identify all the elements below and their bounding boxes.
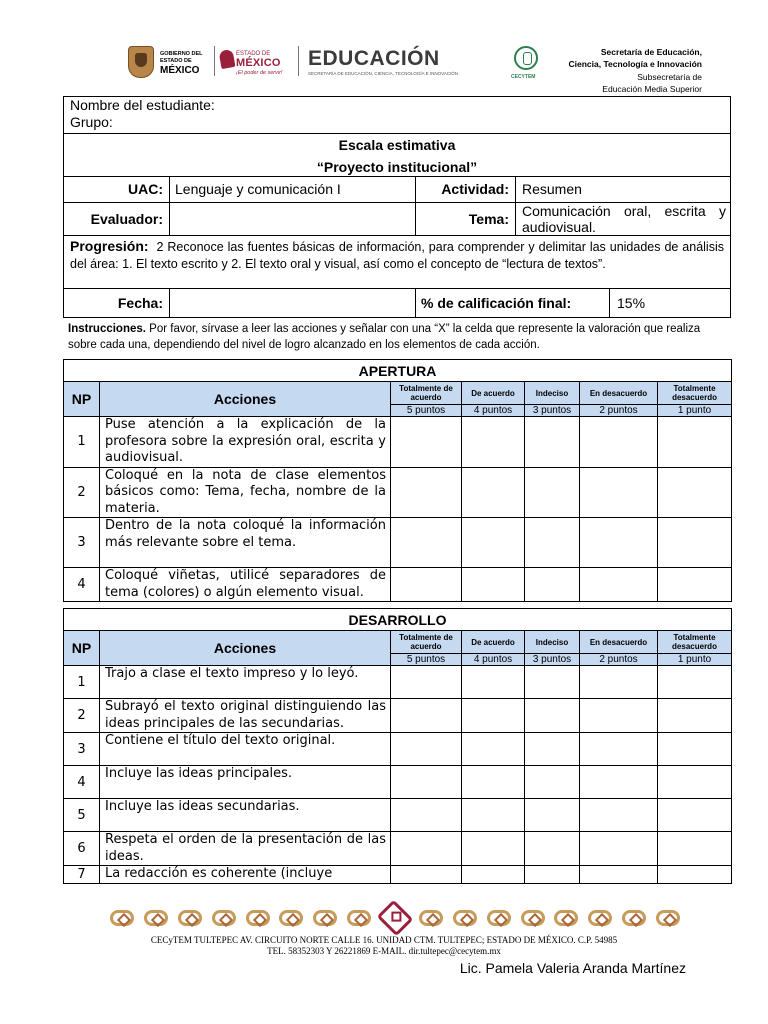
ornament-icon xyxy=(246,910,270,926)
student-block xyxy=(63,96,731,134)
evaluador-value[interactable] xyxy=(170,203,416,235)
rating-cell[interactable] xyxy=(658,568,732,602)
scale-header: En desacuerdo xyxy=(580,631,658,654)
row-number: 3 xyxy=(64,733,100,766)
table-row xyxy=(64,467,732,518)
rating-cell[interactable] xyxy=(580,766,658,799)
ornament-icon xyxy=(212,910,236,926)
footer-address-block xyxy=(0,935,768,957)
row-action: Contiene el título del texto original. xyxy=(100,733,391,766)
row-action: Respeta el orden de la presentación de las ideas. xyxy=(100,832,391,866)
rating-cell[interactable] xyxy=(525,832,580,866)
edomex-logo-text xyxy=(236,50,282,77)
document-header xyxy=(0,38,768,96)
rating-cell[interactable] xyxy=(462,467,525,518)
row-number: 1 xyxy=(64,666,100,699)
rating-cell[interactable] xyxy=(462,417,525,468)
fecha-label: Fecha: xyxy=(64,289,170,317)
rating-cell[interactable] xyxy=(462,666,525,699)
footer-address: CECyTEM TULTEPEC AV. CIRCUITO NORTE CALLE 16. UNIDAD CTM. TULTEPEC; ESTADO DE MÉXICO. C.P. 54985 xyxy=(150,935,618,945)
fecha-row xyxy=(63,288,731,318)
actividad-label: Actividad: xyxy=(416,177,516,202)
scale-title-block xyxy=(63,133,731,177)
table-row xyxy=(64,799,732,832)
ornament-icon xyxy=(419,910,443,926)
np-header: NP xyxy=(64,382,100,417)
ornament-icon xyxy=(622,910,646,926)
footer-contact: TEL. 58352303 Y 26221869 E-MAIL. dir.tultepec@cecytem.mx xyxy=(267,946,501,956)
rating-cell[interactable] xyxy=(462,832,525,866)
rating-cell[interactable] xyxy=(525,568,580,602)
rating-cell[interactable] xyxy=(391,832,462,866)
rating-cell[interactable] xyxy=(525,666,580,699)
rating-cell[interactable] xyxy=(525,799,580,832)
rating-cell[interactable] xyxy=(580,799,658,832)
rating-cell[interactable] xyxy=(525,518,580,568)
scale-points: 2 puntos xyxy=(580,654,658,666)
progresion-label: Progresión: xyxy=(70,238,149,254)
rating-cell[interactable] xyxy=(580,866,658,884)
ornament-icon xyxy=(656,910,680,926)
gob-line-1: GOBIERNO DEL xyxy=(160,51,203,57)
row-number: 4 xyxy=(64,568,100,602)
row-action: Coloqué viñetas, utilicé separadores de tema (colores) o algún elemento visual. xyxy=(100,568,391,602)
evaluador-row xyxy=(63,202,731,236)
row-number: 5 xyxy=(64,799,100,832)
table-row xyxy=(64,766,732,799)
calificacion-label: % de calificación final: xyxy=(416,289,610,317)
rating-cell[interactable] xyxy=(462,866,525,884)
cecytem-name: CECYTEM xyxy=(511,74,536,80)
rating-cell[interactable] xyxy=(580,666,658,699)
rating-cell[interactable] xyxy=(391,733,462,766)
rating-cell[interactable] xyxy=(580,832,658,866)
progresion-text: 2 Reconoce las fuentes básicas de información, para comprender y delimitar las unidades de análisis del área: 1. El texto escrito y 2. El texto oral y visual, así como el concepto de “lectura de textos”. xyxy=(70,240,724,271)
rating-cell[interactable] xyxy=(391,699,462,733)
rating-cell[interactable] xyxy=(391,766,462,799)
header-divider xyxy=(214,46,215,76)
header-divider xyxy=(298,46,299,76)
rating-cell[interactable] xyxy=(391,417,462,468)
apertura-table xyxy=(63,359,732,602)
scale-points: 5 puntos xyxy=(391,405,462,417)
evaluador-label: Evaluador: xyxy=(64,203,170,235)
desarrollo-table xyxy=(63,608,732,884)
rating-cell[interactable] xyxy=(525,467,580,518)
edomex-heart-icon xyxy=(219,49,236,69)
sec-line-3: Subsecretaría de xyxy=(637,71,702,82)
rating-cell[interactable] xyxy=(462,568,525,602)
table-row xyxy=(64,417,732,468)
ornament-center-icon xyxy=(377,900,414,937)
table-row xyxy=(64,733,732,766)
ornament-icon xyxy=(521,910,545,926)
signature-name: Lic. Pamela Valeria Aranda Martínez xyxy=(459,960,686,976)
row-number: 2 xyxy=(64,467,100,518)
row-action: Puse atención a la explicación de la profesora sobre la expresión oral, escrita y audiovisual. xyxy=(100,417,391,468)
rating-cell[interactable] xyxy=(525,766,580,799)
scale-points: 1 punto xyxy=(658,654,732,666)
rating-cell[interactable] xyxy=(525,866,580,884)
rating-cell[interactable] xyxy=(391,568,462,602)
sec-line-4: Educación Media Superior xyxy=(602,83,702,94)
rating-cell[interactable] xyxy=(391,518,462,568)
rating-cell[interactable] xyxy=(580,467,658,518)
scale-points: 3 puntos xyxy=(525,405,580,417)
scale-header: Totalmente de acuerdo xyxy=(391,382,462,405)
secretaria-text xyxy=(568,46,702,95)
ornament-icon xyxy=(110,910,134,926)
scale-header: Totalmente desacuerdo xyxy=(658,631,732,654)
np-header: NP xyxy=(64,631,100,666)
scale-header: Indeciso xyxy=(525,382,580,405)
scale-header: De acuerdo xyxy=(462,382,525,405)
footer-ornament xyxy=(110,906,680,930)
scale-title: Escala estimativa xyxy=(338,137,456,153)
rating-cell[interactable] xyxy=(525,417,580,468)
rating-cell[interactable] xyxy=(525,733,580,766)
acciones-header: Acciones xyxy=(100,631,391,666)
rating-cell[interactable] xyxy=(580,699,658,733)
rating-cell[interactable] xyxy=(658,467,732,518)
sec-line-2: Ciencia, Tecnología e Innovación xyxy=(568,59,702,70)
rating-cell[interactable] xyxy=(462,733,525,766)
ornament-icon xyxy=(554,910,578,926)
scale-points: 3 puntos xyxy=(525,654,580,666)
ornament-icon xyxy=(178,910,202,926)
ornament-icon xyxy=(144,910,168,926)
scale-points: 1 punto xyxy=(658,405,732,417)
fecha-value[interactable] xyxy=(170,289,416,317)
rating-cell[interactable] xyxy=(658,832,732,866)
scale-points: 4 puntos xyxy=(462,654,525,666)
uac-row xyxy=(63,176,731,203)
rating-cell[interactable] xyxy=(391,467,462,518)
scale-header: De acuerdo xyxy=(462,631,525,654)
rating-cell[interactable] xyxy=(658,666,732,699)
ornament-icon xyxy=(313,910,337,926)
uac-value[interactable]: Lenguaje y comunicación I xyxy=(170,177,416,202)
scale-points: 5 puntos xyxy=(391,654,462,666)
row-number: 4 xyxy=(64,766,100,799)
state-government-logo-text xyxy=(160,51,202,77)
rating-cell[interactable] xyxy=(580,733,658,766)
rating-cell[interactable] xyxy=(391,666,462,699)
rating-cell[interactable] xyxy=(580,417,658,468)
desarrollo-title: DESARROLLO xyxy=(64,609,732,631)
rating-cell[interactable] xyxy=(391,866,462,884)
ornament-icon xyxy=(347,910,371,926)
row-action: Dentro de la nota coloqué la información más relevante sobre el tema. xyxy=(100,518,391,568)
sec-line-1: Secretaría de Educación, xyxy=(600,47,702,57)
edomex-big: MÉXICO xyxy=(236,57,281,69)
edomex-small: ESTADO DE xyxy=(236,51,271,57)
student-name-label[interactable]: Nombre del estudiante: xyxy=(70,97,215,113)
scale-header: Totalmente desacuerdo xyxy=(658,382,732,405)
row-action: Incluye las ideas secundarias. xyxy=(100,799,391,832)
tema-label: Tema: xyxy=(416,203,516,235)
gob-line-2: ESTADO DE xyxy=(160,58,192,64)
scale-header: Indeciso xyxy=(525,631,580,654)
gob-line-3: MÉXICO xyxy=(160,65,200,76)
row-action: Coloqué en la nota de clase elementos básicos como: Tema, fecha, nombre de la materia. xyxy=(100,467,391,518)
rating-cell[interactable] xyxy=(462,766,525,799)
ornament-icon xyxy=(487,910,511,926)
cecytem-logo-icon xyxy=(514,46,538,70)
row-action: Subrayó el texto original distinguiendo las ideas principales de las secundarias. xyxy=(100,699,391,733)
education-subtitle: SECRETARÍA DE EDUCACIÓN, CIENCIA, TECNOLOGÍA E INNOVACIÓN xyxy=(308,71,459,76)
rating-cell[interactable] xyxy=(658,699,732,733)
tema-value[interactable]: Comunicación oral, escrita y audiovisual. xyxy=(522,203,726,235)
row-action: La redacción es coherente (incluye xyxy=(100,866,391,884)
rating-cell[interactable] xyxy=(462,699,525,733)
row-action: Trajo a clase el texto impreso y lo leyó. xyxy=(100,666,391,699)
table-row xyxy=(64,518,732,568)
row-number: 2 xyxy=(64,699,100,733)
ornament-icon xyxy=(279,910,303,926)
rating-cell[interactable] xyxy=(462,518,525,568)
table-row xyxy=(64,699,732,733)
rating-cell[interactable] xyxy=(525,699,580,733)
rating-cell[interactable] xyxy=(658,799,732,832)
ornament-icon xyxy=(588,910,612,926)
table-row xyxy=(64,666,732,699)
scale-header: Totalmente de acuerdo xyxy=(391,631,462,654)
table-row xyxy=(64,568,732,602)
acciones-header: Acciones xyxy=(100,382,391,417)
table-row xyxy=(64,832,732,866)
rating-cell[interactable] xyxy=(580,518,658,568)
education-title: EDUCACIÓN xyxy=(308,47,440,70)
uac-label: UAC: xyxy=(64,177,170,202)
scale-subtitle: “Proyecto institucional” xyxy=(316,159,478,175)
rating-cell[interactable] xyxy=(580,568,658,602)
row-number: 3 xyxy=(64,518,100,568)
rating-cell[interactable] xyxy=(658,766,732,799)
instructions-text: Por favor, sírvase a leer las acciones y señalar con una “X” la celda que represente la valoración que realiza sobre cada una, dependiendo del nivel de logro alcanzado en los elementos de cada acción. xyxy=(68,323,701,351)
progresion-block xyxy=(63,235,731,289)
scale-points: 2 puntos xyxy=(580,405,658,417)
rating-cell[interactable] xyxy=(391,799,462,832)
calificacion-value[interactable]: 15% xyxy=(617,295,646,311)
row-number: 6 xyxy=(64,832,100,866)
rating-cell[interactable] xyxy=(658,417,732,468)
ornament-icon xyxy=(453,910,477,926)
instructions-label: Instrucciones. xyxy=(68,323,146,335)
actividad-value[interactable]: Resumen xyxy=(522,181,582,197)
row-number: 7 xyxy=(64,866,100,884)
rating-cell[interactable] xyxy=(658,518,732,568)
row-action: Incluye las ideas principales. xyxy=(100,766,391,799)
scale-header: En desacuerdo xyxy=(580,382,658,405)
instructions xyxy=(68,322,728,353)
group-label[interactable]: Grupo: xyxy=(70,114,113,130)
apertura-title: APERTURA xyxy=(64,360,732,382)
table-row xyxy=(64,866,732,884)
scale-points: 4 puntos xyxy=(462,405,525,417)
rating-cell[interactable] xyxy=(462,799,525,832)
row-number: 1 xyxy=(64,417,100,468)
edomex-slogan: ¡El poder de servir! xyxy=(236,70,283,76)
rating-cell[interactable] xyxy=(658,733,732,766)
rating-cell[interactable] xyxy=(658,866,732,884)
state-shield-icon xyxy=(128,46,154,78)
